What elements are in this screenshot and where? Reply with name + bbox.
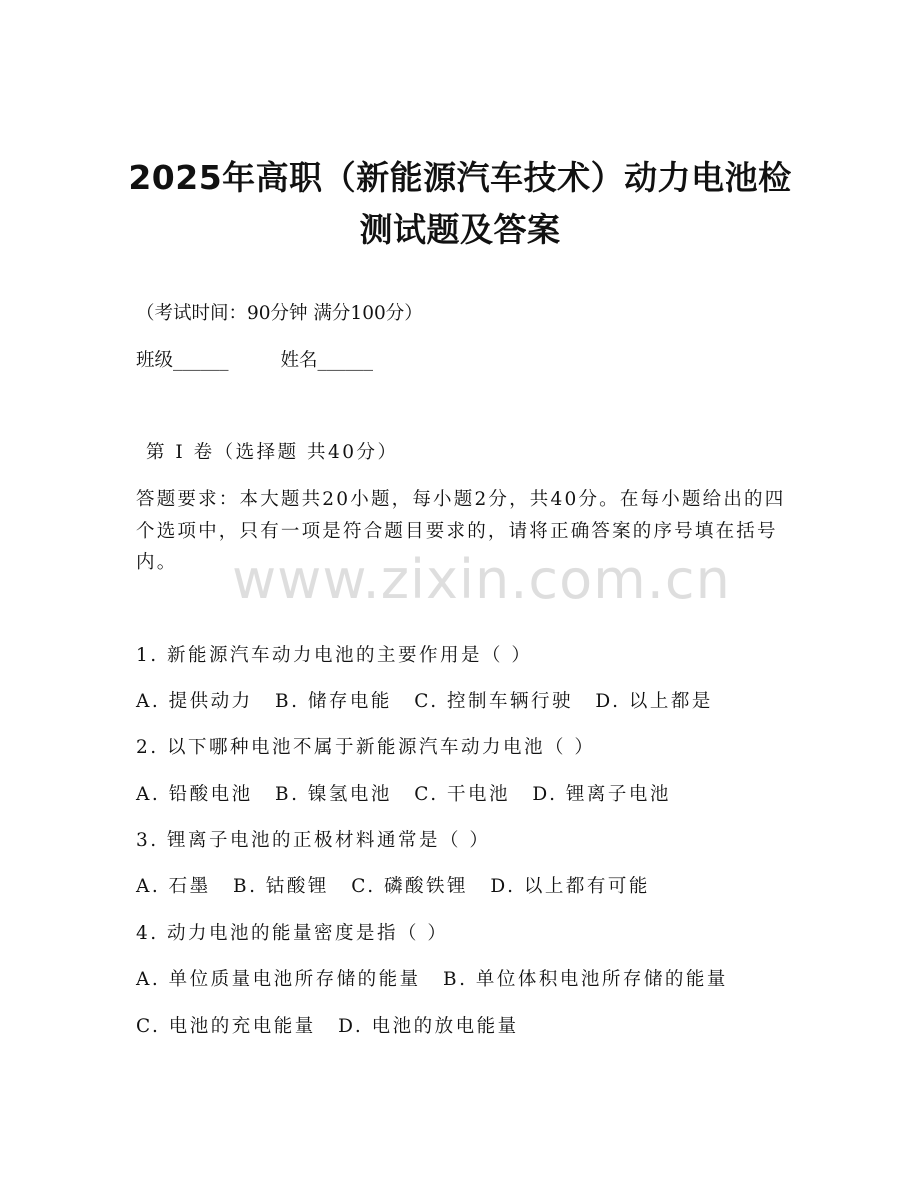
question-1-option-b: B. 储存电能 bbox=[275, 691, 392, 712]
question-1-stem: 1. 新能源汽车动力电池的主要作用是（ ） bbox=[136, 645, 533, 666]
answer-instructions: 答题要求：本大题共20小题，每小题2分，共40分。在每小题给出的四个选项中，只有一项是符合题目要求的，请将正确答案的序号填在括号内。 bbox=[136, 489, 786, 573]
question-4-option-b: B. 单位体积电池所存储的能量 bbox=[443, 969, 728, 990]
question-2-option-b: B. 镍氢电池 bbox=[275, 784, 392, 805]
question-1-option-a: A. 提供动力 bbox=[136, 691, 253, 712]
question-3-option-c: C. 磷酸铁锂 bbox=[351, 876, 469, 897]
question-3-option-a: A. 石墨 bbox=[136, 876, 211, 897]
question-4-option-d: D. 电池的放电能量 bbox=[338, 1016, 519, 1037]
question-4-option-c: C. 电池的充电能量 bbox=[136, 1016, 316, 1037]
question-4-option-a: A. 单位质量电池所存储的能量 bbox=[136, 969, 421, 990]
question-4-options-row-2 bbox=[136, 1012, 533, 1042]
question-2-option-a: A. 铅酸电池 bbox=[136, 784, 253, 805]
question-3-options bbox=[136, 872, 664, 902]
question-2-options bbox=[136, 780, 685, 810]
question-2-option-c: C. 干电池 bbox=[414, 784, 511, 805]
question-1-options bbox=[136, 687, 727, 717]
question-1-option-d: D. 以上都是 bbox=[595, 691, 713, 712]
class-field-label: 班级______ bbox=[136, 350, 229, 371]
question-3-option-b: B. 钴酸锂 bbox=[233, 876, 329, 897]
document-title-line-1: 2025年高职（新能源汽车技术）动力电池检 bbox=[128, 158, 792, 197]
exam-time-info: （考试时间：90分钟 满分100分） bbox=[136, 303, 423, 324]
question-2-stem: 2. 以下哪种电池不属于新能源汽车动力电池（ ） bbox=[136, 737, 596, 758]
section-heading: 第 I 卷（选择题 共40分） bbox=[146, 442, 399, 463]
watermark: www.zixin.com.cn bbox=[232, 548, 731, 611]
student-info-row bbox=[136, 346, 373, 376]
document-title-line-2: 测试题及答案 bbox=[359, 210, 561, 249]
question-2-option-d: D. 锂离子电池 bbox=[532, 784, 671, 805]
question-1-option-c: C. 控制车辆行驶 bbox=[414, 691, 574, 712]
question-3-option-d: D. 以上都有可能 bbox=[490, 876, 650, 897]
question-4-stem: 4. 动力电池的能量密度是指（ ） bbox=[136, 923, 449, 944]
question-3-stem: 3. 锂离子电池的正极材料通常是（ ） bbox=[136, 830, 491, 851]
question-4-options-row-1 bbox=[136, 965, 742, 995]
name-field-label: 姓名______ bbox=[280, 350, 374, 371]
